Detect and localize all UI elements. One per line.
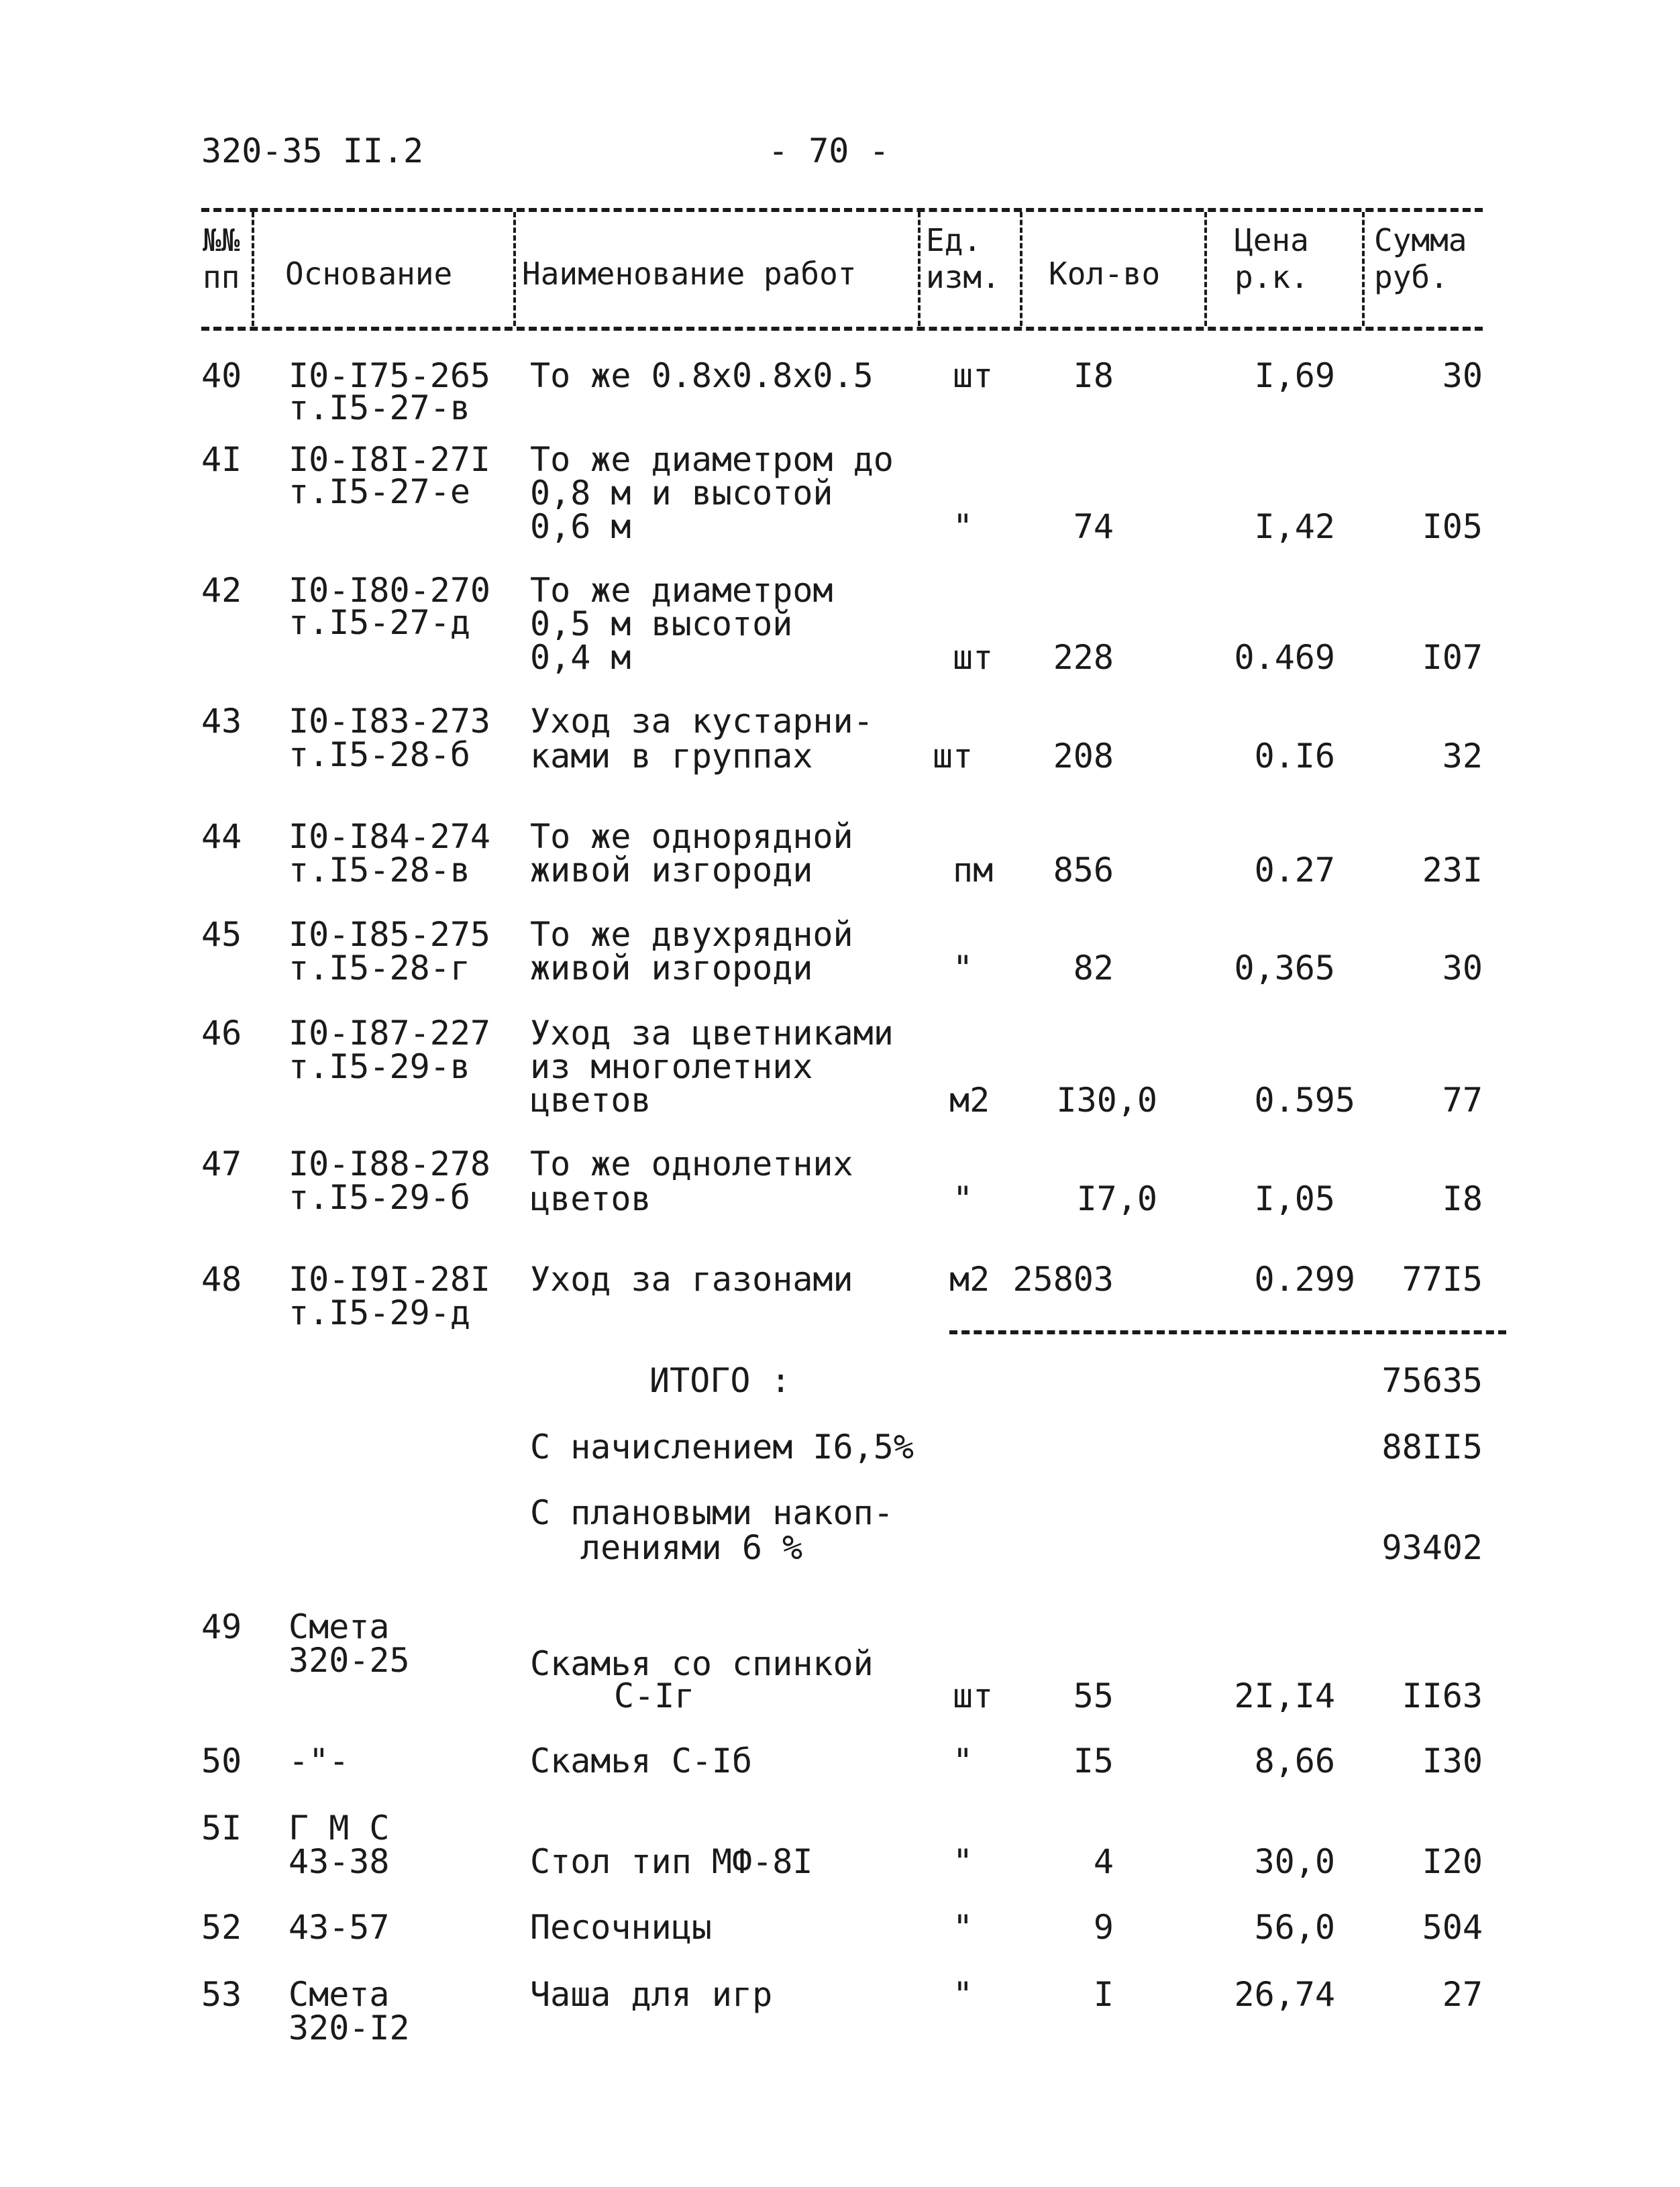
row-unit: " bbox=[953, 1179, 974, 1218]
row-work: Уход за кустарни- bbox=[530, 702, 874, 741]
row-work: 0,4 м bbox=[530, 638, 631, 677]
row-unit: шт bbox=[953, 356, 994, 395]
row-unit: шт bbox=[953, 1676, 994, 1715]
header-price: Цена bbox=[1235, 222, 1309, 258]
row-work: Уход за газонами bbox=[530, 1260, 853, 1299]
row-unit: " bbox=[953, 1842, 974, 1881]
row-basis: Г М С bbox=[288, 1809, 390, 1848]
row-basis: 320-I2 bbox=[288, 2009, 410, 2047]
row-num: 52 bbox=[201, 1908, 242, 1947]
row-price: I,69 bbox=[1254, 356, 1335, 395]
row-price: 0.299 bbox=[1254, 1260, 1355, 1299]
row-num: 46 bbox=[201, 1014, 242, 1053]
row-unit: пм bbox=[953, 851, 994, 890]
column-divider bbox=[918, 212, 921, 326]
row-work: То же диаметром bbox=[530, 571, 833, 610]
row-basis: 43-38 bbox=[288, 1842, 390, 1881]
row-num: 49 bbox=[201, 1607, 242, 1646]
row-basis: т.I5-28-б bbox=[288, 735, 470, 774]
row-work: 0,8 м и высотой bbox=[530, 474, 833, 513]
row-unit: " bbox=[953, 1742, 974, 1780]
header-top-rule bbox=[201, 208, 1483, 212]
row-unit: шт bbox=[953, 638, 994, 677]
row-work: цветов bbox=[530, 1081, 651, 1120]
row-work: ками в группах bbox=[530, 737, 813, 776]
accrual-value: 88II5 bbox=[1381, 1428, 1483, 1466]
row-basis: I0-I75-265 bbox=[288, 356, 491, 395]
header-basis: Основание bbox=[285, 256, 453, 292]
row-unit: шт bbox=[933, 737, 974, 776]
row-sum: 77 bbox=[1442, 1081, 1483, 1120]
row-basis: I0-I84-274 bbox=[288, 817, 491, 856]
column-divider bbox=[1204, 212, 1207, 326]
row-basis: 43-57 bbox=[288, 1908, 390, 1947]
row-work: 0,5 м высотой bbox=[530, 604, 793, 643]
row-num: 42 bbox=[201, 571, 242, 610]
row-basis: т.I5-27-д bbox=[288, 603, 470, 642]
row-work: живой изгороди bbox=[530, 949, 813, 988]
row-num: 44 bbox=[201, 817, 242, 856]
row-basis: I0-I87-227 bbox=[288, 1014, 491, 1053]
row-basis: Смета bbox=[288, 1607, 390, 1646]
row-sum: 23I bbox=[1422, 851, 1483, 890]
planned-label: лениями 6 % bbox=[580, 1528, 803, 1567]
row-basis: -"- bbox=[288, 1742, 350, 1780]
column-divider bbox=[252, 212, 254, 326]
row-num: 4I bbox=[201, 440, 242, 479]
planned-value: 93402 bbox=[1381, 1528, 1483, 1567]
page-number: - 70 - bbox=[768, 131, 890, 170]
row-work: Чаша для игр bbox=[530, 1975, 773, 2014]
row-price: I,05 bbox=[1254, 1179, 1335, 1218]
row-unit: " bbox=[953, 1975, 974, 2014]
row-basis: т.I5-28-в bbox=[288, 851, 470, 890]
row-num: 50 bbox=[201, 1742, 242, 1780]
row-work: С-Iг bbox=[614, 1676, 695, 1715]
row-qty: 9 bbox=[1093, 1908, 1114, 1947]
row-basis: Смета bbox=[288, 1975, 390, 2014]
itogo-value: 75635 bbox=[1381, 1361, 1483, 1400]
row-work: цветов bbox=[530, 1179, 651, 1218]
row-unit: " bbox=[953, 949, 974, 988]
row-qty: I8 bbox=[1073, 356, 1114, 395]
row-qty: 74 bbox=[1073, 507, 1114, 546]
row-unit: м2 bbox=[949, 1081, 990, 1120]
row-basis: т.I5-28-г bbox=[288, 949, 470, 988]
row-unit: " bbox=[953, 507, 974, 546]
row-num: 53 bbox=[201, 1975, 242, 2014]
header-unit: Ед. bbox=[926, 222, 982, 258]
row-price: 2I,I4 bbox=[1234, 1676, 1335, 1715]
row-basis: т.I5-29-в bbox=[288, 1047, 470, 1086]
row-basis: т.I5-29-д bbox=[288, 1293, 470, 1332]
row-work: 0,6 м bbox=[530, 507, 631, 546]
row-work: Скамья со спинкой bbox=[530, 1644, 874, 1683]
row-qty: I5 bbox=[1073, 1742, 1114, 1780]
row-work: То же однорядной bbox=[530, 817, 853, 856]
row-qty: 208 bbox=[1053, 737, 1114, 776]
row-sum: I07 bbox=[1422, 638, 1483, 677]
row-basis: I0-I80-270 bbox=[288, 571, 491, 610]
header-qty: Кол-во bbox=[1049, 256, 1161, 292]
row-basis: I0-I9I-28I bbox=[288, 1260, 491, 1299]
row-qty: 228 bbox=[1053, 638, 1114, 677]
row-num: 5I bbox=[201, 1809, 242, 1848]
row-price: 0.27 bbox=[1254, 851, 1335, 890]
row-basis: I0-I85-275 bbox=[288, 915, 491, 954]
row-qty: I30,0 bbox=[1056, 1081, 1157, 1120]
header-work: Наименование работ bbox=[522, 256, 857, 292]
header-num: пп bbox=[203, 259, 240, 295]
row-qty: 55 bbox=[1073, 1676, 1114, 1715]
row-price: 0.I6 bbox=[1254, 737, 1335, 776]
row-work: То же двухрядной bbox=[530, 915, 853, 954]
row-basis: т.I5-27-е bbox=[288, 472, 470, 511]
row-basis: т.I5-27-в bbox=[288, 388, 470, 427]
row-basis: 320-25 bbox=[288, 1641, 410, 1680]
row-unit: м2 bbox=[949, 1260, 990, 1299]
row-work: Уход за цветниками bbox=[530, 1014, 894, 1053]
row-sum: I05 bbox=[1422, 507, 1483, 546]
row-basis: I0-I83-273 bbox=[288, 702, 491, 741]
row-work: То же однолетних bbox=[530, 1144, 853, 1183]
row-work: То же 0.8х0.8х0.5 bbox=[530, 356, 874, 395]
row-sum: 77I5 bbox=[1402, 1260, 1483, 1299]
planned-label: С плановыми накоп- bbox=[530, 1493, 894, 1532]
row-sum: 30 bbox=[1442, 949, 1483, 988]
accrual-label: С начислением I6,5% bbox=[530, 1428, 914, 1466]
row-qty: 856 bbox=[1053, 851, 1114, 890]
header-price: р.к. bbox=[1235, 259, 1309, 295]
row-sum: 27 bbox=[1442, 1975, 1483, 2014]
row-sum: 504 bbox=[1422, 1908, 1483, 1947]
subtotal-rule bbox=[949, 1330, 1506, 1334]
row-qty: I7,0 bbox=[1076, 1179, 1157, 1218]
row-unit: " bbox=[953, 1908, 974, 1947]
row-sum: II63 bbox=[1402, 1676, 1483, 1715]
row-qty: 25803 bbox=[1012, 1260, 1114, 1299]
column-divider bbox=[1362, 212, 1365, 326]
row-price: 8,66 bbox=[1254, 1742, 1335, 1780]
row-num: 43 bbox=[201, 702, 242, 741]
document-code: 320-35 II.2 bbox=[201, 131, 424, 170]
row-work: Скамья С-Iб bbox=[530, 1742, 753, 1780]
row-qty: I bbox=[1093, 1975, 1114, 2014]
column-divider bbox=[513, 212, 516, 326]
itogo-label: ИТОГО : bbox=[649, 1361, 791, 1400]
header-bottom-rule bbox=[201, 327, 1483, 331]
row-work: живой изгороди bbox=[530, 851, 813, 890]
row-basis: т.I5-29-б bbox=[288, 1178, 470, 1217]
row-price: 0,365 bbox=[1234, 949, 1335, 988]
row-num: 47 bbox=[201, 1144, 242, 1183]
row-num: 48 bbox=[201, 1260, 242, 1299]
row-work: Стол тип МФ-8I bbox=[530, 1842, 813, 1881]
row-sum: 32 bbox=[1442, 737, 1483, 776]
row-price: 0.469 bbox=[1234, 638, 1335, 677]
row-price: 0.595 bbox=[1254, 1081, 1355, 1120]
row-basis: I0-I8I-27I bbox=[288, 440, 491, 479]
row-price: I,42 bbox=[1254, 507, 1335, 546]
row-price: 30,0 bbox=[1254, 1842, 1335, 1881]
row-sum: I20 bbox=[1422, 1842, 1483, 1881]
header-unit: изм. bbox=[926, 259, 1000, 295]
row-num: 40 bbox=[201, 356, 242, 395]
header-sum: Сумма bbox=[1374, 222, 1467, 258]
row-price: 26,74 bbox=[1234, 1975, 1335, 2014]
row-sum: I30 bbox=[1422, 1742, 1483, 1780]
row-work: То же диаметром до bbox=[530, 440, 894, 479]
row-num: 45 bbox=[201, 915, 242, 954]
row-work: Песочницы bbox=[530, 1908, 712, 1947]
row-price: 56,0 bbox=[1254, 1908, 1335, 1947]
header-sum: руб. bbox=[1374, 259, 1449, 295]
row-sum: 30 bbox=[1442, 356, 1483, 395]
row-basis: I0-I88-278 bbox=[288, 1144, 491, 1183]
row-qty: 82 bbox=[1073, 949, 1114, 988]
row-qty: 4 bbox=[1093, 1842, 1114, 1881]
column-divider bbox=[1020, 212, 1022, 326]
row-sum: I8 bbox=[1442, 1179, 1483, 1218]
header-num: №№ bbox=[203, 222, 240, 258]
row-work: из многолетних bbox=[530, 1047, 813, 1086]
